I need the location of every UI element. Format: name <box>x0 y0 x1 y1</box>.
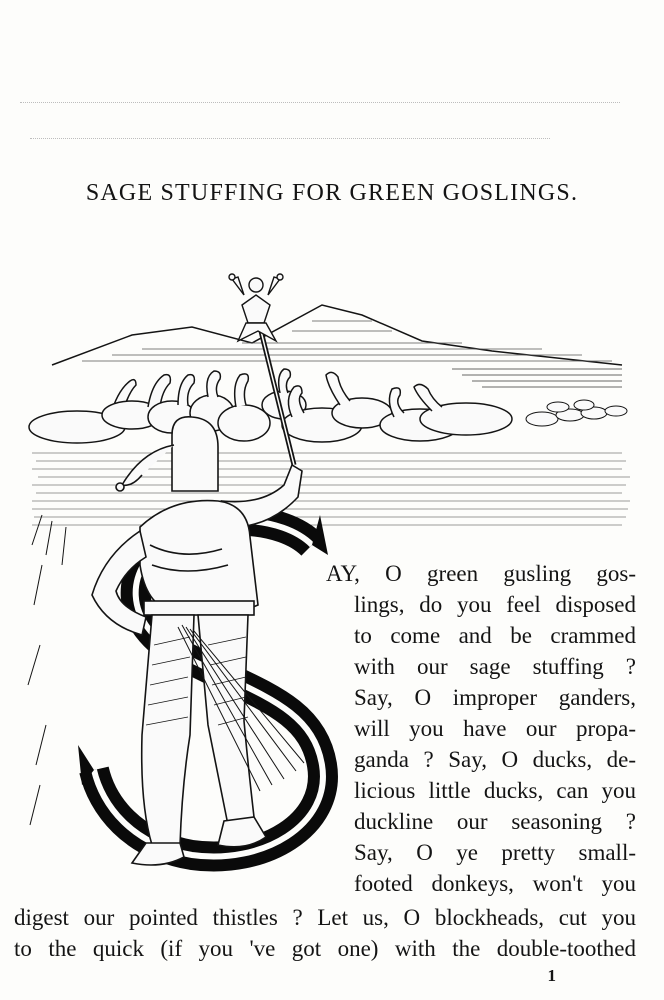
text-line: licious little ducks, can you <box>354 778 636 803</box>
text-line: Say, O improper ganders, <box>354 685 636 710</box>
bleed-through-rule <box>30 138 550 139</box>
text-line: will you have our propa- <box>354 716 636 741</box>
page-number: 1 <box>547 966 556 985</box>
text-line: footed donkeys, won't you <box>354 871 636 896</box>
text-line: with our sage stuffing ? <box>354 654 636 679</box>
text-line: to the quick (if you 've got one) with the double-toothed <box>14 936 636 961</box>
text-line: lings, do you feel disposed <box>354 592 636 617</box>
text-line: digest our pointed thistles ? Let us, O blockheads, cut you <box>14 905 636 930</box>
page-title: SAGE STUFFING FOR GREEN GOSLINGS. <box>85 180 579 206</box>
bleed-through-rule <box>20 102 620 103</box>
text-line: Say, O ye pretty small- <box>354 840 636 865</box>
text-line: to come and be crammed <box>354 623 636 648</box>
text-line: ganda ? Say, O ducks, de- <box>354 747 636 772</box>
text-line: duckline our seasoning ? <box>354 809 636 834</box>
text-line: AY, O green gusling gos- <box>326 561 636 586</box>
